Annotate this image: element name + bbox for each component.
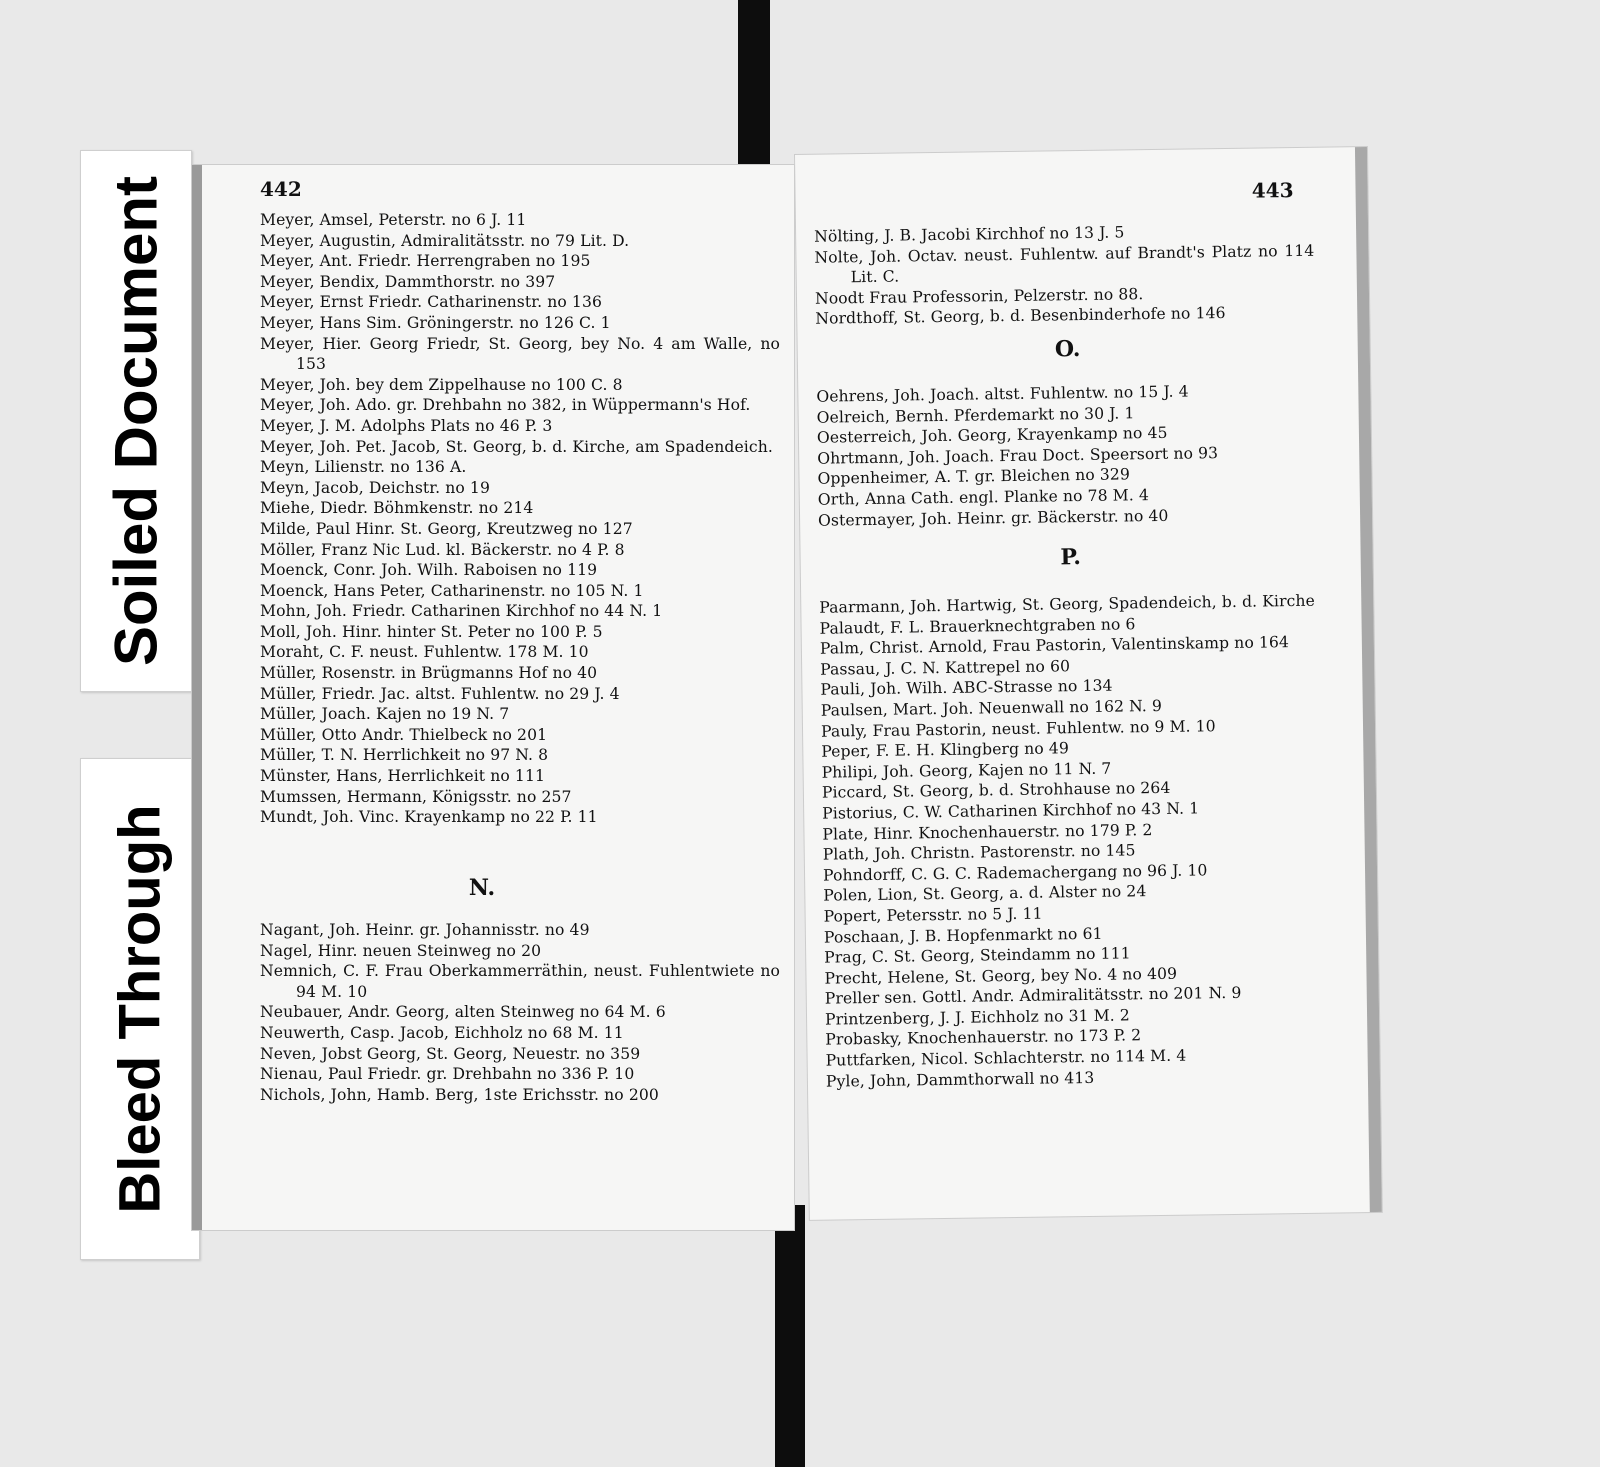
directory-entry: Plath, Joh. Christn. Pastorenstr. no 145 xyxy=(822,841,1136,864)
directory-entry: Probasky, Knochenhauerstr. no 173 P. 2 xyxy=(825,1026,1142,1050)
directory-entry: Plate, Hinr. Knochenhauerstr. no 179 P. 2 xyxy=(822,820,1153,844)
directory-entry: Milde, Paul Hinr. St. Georg, Kreutzweg no 127 xyxy=(260,519,633,538)
directory-entry: Orth, Anna Cath. engl. Planke no 78 M. 4 xyxy=(817,486,1150,509)
directory-entry: Miehe, Diedr. Böhmkenstr. no 214 xyxy=(260,499,534,518)
directory-entry: Meyn, Lilienstr. no 136 A. xyxy=(260,458,467,477)
directory-entry: Müller, Joach. Kajen no 19 N. 7 xyxy=(260,705,510,724)
directory-entry: Pauli, Joh. Wilh. ABC-Strasse no 134 xyxy=(820,676,1113,700)
directory-entry: Neubauer, Andr. Georg, alten Steinweg no 64 M. 6 xyxy=(260,1003,666,1022)
directory-entry: Nölting, J. B. Jacobi Kirchhof no 13 J. 5 xyxy=(814,223,1125,246)
directory-entry: Paulsen, Mart. Joh. Neuenwall no 162 N. 9 xyxy=(820,696,1163,720)
directory-entry: Müller, Otto Andr. Thielbeck no 201 xyxy=(260,725,548,744)
directory-entry: Nagant, Joh. Heinr. gr. Johannisstr. no 49 xyxy=(260,921,590,939)
directory-entry: Meyer, Hier. Georg Friedr, St. Georg, bey No. 4 am Walle, no 153 xyxy=(260,334,780,374)
section-heading-p: P. xyxy=(1060,544,1082,571)
directory-entry: Müller, Rosenstr. in Brügmanns Hof no 40 xyxy=(260,664,598,683)
right-page-entries-p xyxy=(819,591,1326,1092)
directory-entry: Meyer, Bendix, Dammthorstr. no 397 xyxy=(260,272,556,291)
directory-entry: Oppenheimer, A. T. gr. Bleichen no 329 xyxy=(817,465,1131,489)
directory-entry: Nemnich, C. F. Frau Oberkammerräthin, neust. Fuhlentwiete no 94 M. 10 xyxy=(260,962,780,1001)
directory-entry: Precht, Helene, St. Georg, bey No. 4 no 409 xyxy=(824,964,1178,988)
section-heading-o: O. xyxy=(1054,336,1081,363)
directory-entry: Nordthoff, St. Georg, b. d. Besenbinderhofe no 146 xyxy=(815,304,1226,329)
directory-entry: Meyer, Augustin, Admiralitätsstr. no 79 Lit. D. xyxy=(260,231,630,250)
directory-entry: Mumssen, Hermann, Königsstr. no 257 xyxy=(260,787,572,806)
directory-entry: Meyer, Ernst Friedr. Catharinenstr. no 136 xyxy=(260,293,602,312)
directory-entry: Poschaan, J. B. Hopfenmarkt no 61 xyxy=(823,924,1103,947)
binding-strip-bottom xyxy=(775,1205,805,1467)
directory-entry: Meyn, Jacob, Deichstr. no 19 xyxy=(260,478,490,497)
left-page xyxy=(192,165,794,1230)
directory-entry: Müller, Friedr. Jac. altst. Fuhlentw. no 29 J. 4 xyxy=(260,684,620,703)
directory-entry: Meyer, Joh. bey dem Zippelhause no 100 C. 8 xyxy=(260,375,623,394)
directory-entry: Nolte, Joh. Octav. neust. Fuhlentw. auf Brandt's Platz no 114 Lit. C. xyxy=(814,241,1315,287)
directory-entry: Piccard, St. Georg, b. d. Strohhause no 264 xyxy=(821,779,1171,803)
directory-entry: Meyer, Amsel, Peterstr. no 6 J. 11 xyxy=(260,211,527,229)
directory-entry: Pistorius, C. W. Catharinen Kirchhof no 43 N. 1 xyxy=(822,799,1200,823)
directory-entry: Moenck, Conr. Joh. Wilh. Raboisen no 119 xyxy=(260,561,598,580)
directory-entry: Polen, Lion, St. Georg, a. d. Alster no 24 xyxy=(823,882,1147,905)
directory-entry: Palm, Christ. Arnold, Frau Pastorin, Valentinskamp no 164 xyxy=(819,633,1290,658)
directory-entry: Preller sen. Gottl. Andr. Admiralitätsstr. no 201 N. 9 xyxy=(824,984,1242,1008)
directory-entry: Möller, Franz Nic Lud. kl. Bäckerstr. no 4 P. 8 xyxy=(260,540,625,559)
binding-strip-top xyxy=(738,0,770,170)
left-page-entries-m xyxy=(260,210,780,828)
directory-entry: Meyer, Joh. Pet. Jacob, St. Georg, b. d. Kirche, am Spadendeich. xyxy=(260,437,773,456)
soiled-document-label xyxy=(80,150,192,692)
directory-entry: Moraht, C. F. neust. Fuhlentw. 178 M. 10 xyxy=(260,643,589,662)
directory-entry: Paarmann, Joh. Hartwig, St. Georg, Spadendeich, b. d. Kirche xyxy=(819,591,1316,617)
directory-entry: Pohndorff, C. G. C. Rademachergang no 96 J. 10 xyxy=(822,861,1208,885)
directory-entry: Moll, Joh. Hinr. hinter St. Peter no 100 P. 5 xyxy=(260,622,603,641)
directory-entry: Ostermayer, Joh. Heinr. gr. Bäckerstr. no 40 xyxy=(817,506,1169,530)
right-page-entries-o xyxy=(816,380,1318,531)
directory-entry: Noodt Frau Professorin, Pelzerstr. no 88. xyxy=(814,284,1144,308)
directory-entry: Meyer, Joh. Ado. gr. Drehbahn no 382, in Wüppermann's Hof. xyxy=(260,396,751,415)
directory-entry: Ohrtmann, Joh. Joach. Frau Doct. Speersort no 93 xyxy=(817,443,1219,468)
right-page xyxy=(795,147,1382,1220)
directory-entry: Meyer, Ant. Friedr. Herrengraben no 195 xyxy=(260,252,591,271)
right-page-entries-n xyxy=(814,220,1315,330)
directory-entry: Puttfarken, Nicol. Schlachterstr. no 114 M. 4 xyxy=(825,1046,1187,1070)
directory-entry: Prag, C. St. Georg, Steindamm no 111 xyxy=(824,944,1131,967)
soiled-document-label-text: Soiled Document xyxy=(102,175,170,667)
directory-entry: Neuwerth, Casp. Jacob, Eichholz no 68 M. 11 xyxy=(260,1023,624,1042)
right-page-number: 443 xyxy=(1251,178,1294,203)
directory-entry: Mundt, Joh. Vinc. Krayenkamp no 22 P. 11 xyxy=(260,808,598,827)
directory-entry: Palaudt, F. L. Brauerknechtgraben no 6 xyxy=(819,614,1136,638)
section-heading-n: N. xyxy=(468,875,496,901)
directory-entry: Passau, J. C. N. Kattrepel no 60 xyxy=(820,656,1071,679)
directory-entry: Münster, Hans, Herrlichkeit no 111 xyxy=(260,767,545,786)
directory-entry: Oehrens, Joh. Joach. altst. Fuhlentw. no 15 J. 4 xyxy=(816,382,1189,406)
bleed-through-label xyxy=(80,758,200,1260)
bleed-through-label-text: Bleed Through xyxy=(107,804,173,1214)
directory-entry: Oesterreich, Joh. Georg, Krayenkamp no 45 xyxy=(816,424,1168,447)
directory-entry: Meyer, J. M. Adolphs Plats no 46 P. 3 xyxy=(260,416,553,435)
left-page-entries-n xyxy=(260,920,780,1105)
directory-entry: Philipi, Joh. Georg, Kajen no 11 N. 7 xyxy=(821,759,1112,782)
directory-entry: Printzenberg, J. J. Eichholz no 31 M. 2 xyxy=(824,1006,1130,1029)
directory-entry: Pauly, Frau Pastorin, neust. Fuhlentw. no 9 M. 10 xyxy=(820,716,1216,741)
directory-entry: Nichols, John, Hamb. Berg, 1ste Erichsstr. no 200 xyxy=(260,1085,659,1104)
directory-entry: Mohn, Joh. Friedr. Catharinen Kirchhof no 44 N. 1 xyxy=(260,602,663,621)
left-page-number: 442 xyxy=(260,177,302,201)
directory-entry: Müller, T. N. Herrlichkeit no 97 N. 8 xyxy=(260,746,549,765)
directory-entry: Nienau, Paul Friedr. gr. Drehbahn no 336 P. 10 xyxy=(260,1065,635,1084)
directory-entry: Moenck, Hans Peter, Catharinenstr. no 105 N. 1 xyxy=(260,581,644,600)
directory-entry: Pyle, John, Dammthorwall no 413 xyxy=(825,1068,1095,1091)
directory-entry: Meyer, Hans Sim. Gröningerstr. no 126 C. 1 xyxy=(260,313,611,332)
directory-entry: Oelreich, Bernh. Pferdemarkt no 30 J. 1 xyxy=(816,403,1135,427)
directory-entry: Nagel, Hinr. neuen Steinweg no 20 xyxy=(260,941,542,960)
directory-entry: Popert, Petersstr. no 5 J. 11 xyxy=(823,904,1043,926)
directory-entry: Peper, F. E. H. Klingberg no 49 xyxy=(821,739,1070,761)
directory-entry: Neven, Jobst Georg, St. Georg, Neuestr. no 359 xyxy=(260,1044,641,1063)
